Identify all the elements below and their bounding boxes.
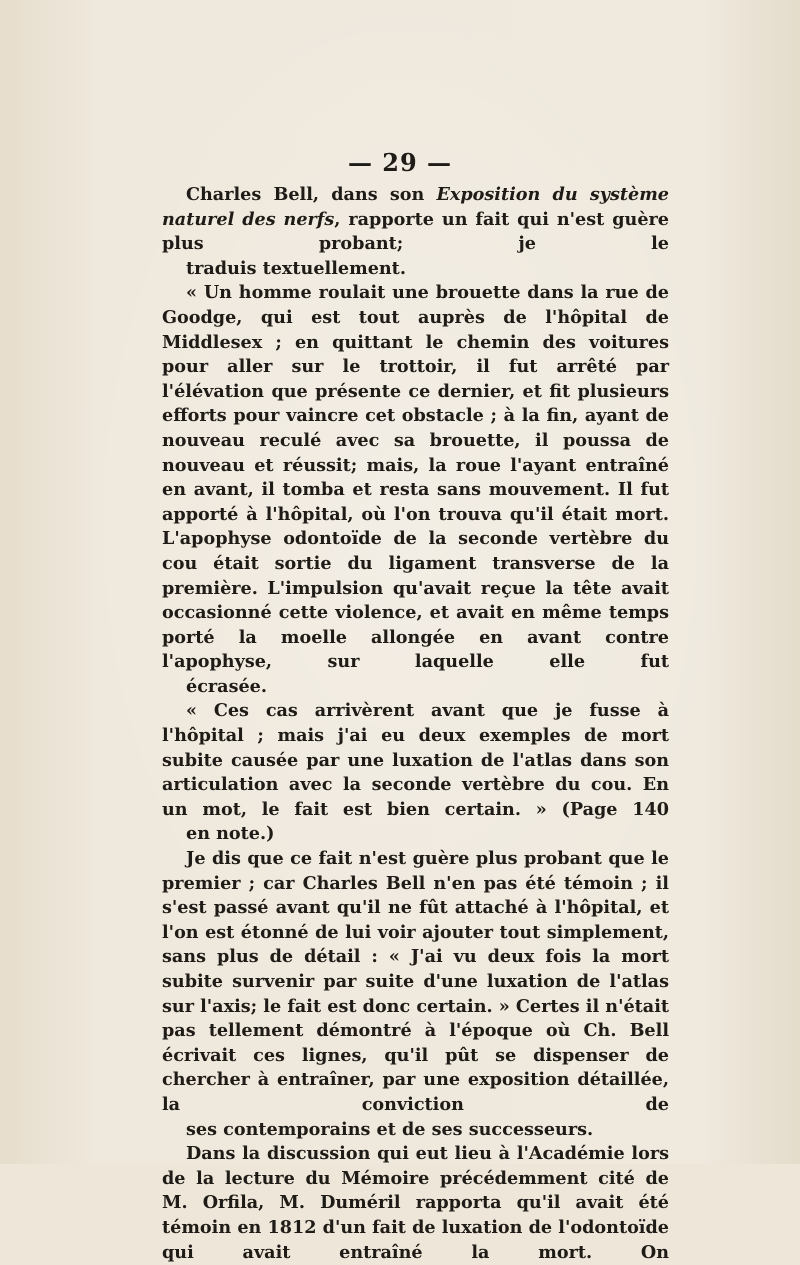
paragraph-2-last-line: écrasée. bbox=[186, 675, 267, 697]
paragraph-4-last-line: ses contemporains et de ses successeurs. bbox=[186, 1118, 594, 1140]
book-title-italic: Exposition du système naturel des nerfs bbox=[162, 184, 669, 230]
paragraph-2-text: « Un homme roulait une brouette dans la rue de Goodge, qui est tout auprès de l'hôpital de Middlesex ; en quittant le chemin des voitures pour aller sur le trottoir, il fut arrêté par l'élévation que présente ce dernier, et fit plusieurs efforts pour vaincre cet obstacle ; à la fin, ayant de nouveau reculé avec sa brouette, il poussa de nouveau et réussit; mais, la roue l'ayant entraîné en avant, il tomba et resta sans mouvement. Il fut apporté à l'hôpital, où l'on trouva qu'il était mort. L'apophyse odontoïde de la seconde vertèbre du cou était sortie du ligament transverse de la première. L'impulsion qu'avait reçue la tête avait occasionné cette violence, et avait en même temps porté la moelle allongée en avant contre l'apophyse, sur laquelle elle fut bbox=[162, 282, 669, 673]
paragraph-3-text: « Ces cas arrivèrent avant que je fusse à l'hôpital ; mais j'ai eu deux exemples de mort subite causée par une luxation de l'atlas dans son articulation avec la seconde vertèbre du cou. En un mot, le fait est bien certain. » (Page 140 bbox=[162, 700, 669, 820]
paragraph-1-text: Charles Bell, dans son bbox=[186, 184, 437, 205]
body-text bbox=[162, 183, 669, 1265]
paragraph-1 bbox=[162, 183, 669, 281]
paragraph-2 bbox=[162, 281, 669, 699]
paragraph-3 bbox=[162, 699, 669, 847]
paragraph-3-last-line: en note.) bbox=[186, 823, 275, 845]
paragraph-5 bbox=[162, 1142, 669, 1265]
paragraph-5-text: Dans la discussion qui eut lieu à l'Académie lors de la lecture du Mémoire précédemment cité de M. Orfila, M. Duméril rapporta qu'il avait été témoin en 1812 d'un fait de luxation de l'odontoïde qui avait entraîné la mort. On bbox=[162, 1143, 669, 1263]
paragraph-1-last-line: traduis textuellement. bbox=[186, 257, 406, 279]
paragraph-1-text-cont: , rapporte un fait qui n'est guère plus probant; je le bbox=[162, 208, 669, 255]
paragraph-4-text: Je dis que ce fait n'est guère plus probant que le premier ; car Charles Bell n'en pas été témoin ; il s'est passé avant qu'il ne fût attaché à l'hôpital, et l'on est étonné de lui voir ajouter tout simplement, sans plus de détail : « J'ai vu deux fois la mort subite survenir par suite d'une luxation de l'atlas sur l'axis; le fait est donc certain. » Certes il n'était pas tellement démontré à l'époque où Ch. Bell écrivait ces lignes, qu'il pût se dispenser de chercher à entraîner, par une exposition détaillée, la conviction de bbox=[162, 848, 669, 1115]
paragraph-4 bbox=[162, 847, 669, 1142]
page-number: — 29 — bbox=[347, 148, 453, 177]
